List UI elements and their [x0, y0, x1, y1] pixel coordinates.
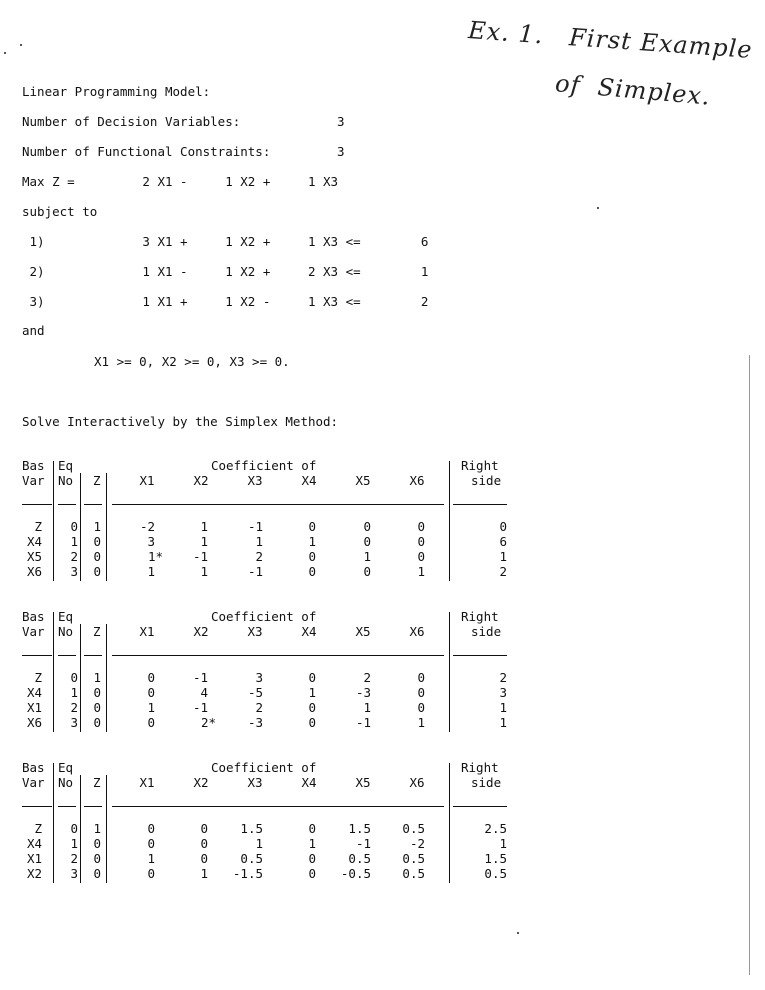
- coefficient-cell: 2: [255, 549, 263, 564]
- equation-number: 0: [70, 821, 78, 836]
- header-x6: X6: [409, 775, 425, 790]
- coefficient-cell: 0: [417, 685, 425, 700]
- coefficient-cell: 0: [147, 670, 155, 685]
- z-coefficient: 1: [93, 670, 101, 685]
- header-z: Z: [93, 473, 101, 488]
- right-side-value: 2: [499, 670, 507, 685]
- header-side: side: [471, 624, 502, 639]
- coefficient-cell: 1: [363, 549, 371, 564]
- coefficient-cell: -3: [247, 715, 263, 730]
- header-bas: Bas: [22, 458, 45, 473]
- header-coefficient: Coefficient of: [211, 458, 317, 473]
- coefficient-cell: 0: [200, 836, 208, 851]
- header-x3: X3: [247, 775, 263, 790]
- right-side-value: 1: [499, 836, 507, 851]
- equation-number: 2: [70, 549, 78, 564]
- header-underline: [58, 655, 76, 656]
- coefficient-cell: 0: [363, 564, 371, 579]
- right-side-value: 6: [499, 534, 507, 549]
- header-underline: [84, 806, 102, 807]
- header-underline: [453, 504, 507, 505]
- num-vars-value: 3: [337, 114, 345, 129]
- z-coefficient: 0: [93, 866, 101, 881]
- basic-variable: X4: [26, 836, 42, 851]
- pivot-cell: 1*: [147, 549, 163, 564]
- coefficient-cell: -1.5: [232, 866, 263, 881]
- equation-number: 0: [70, 670, 78, 685]
- header-underline: [22, 655, 52, 656]
- header-right: Right: [461, 458, 499, 473]
- handwritten-subtitle: of Simplex.: [554, 69, 712, 111]
- header-z: Z: [93, 624, 101, 639]
- header-coefficient: Coefficient of: [211, 609, 317, 624]
- basic-variable: X4: [26, 534, 42, 549]
- header-x3: X3: [247, 473, 263, 488]
- equation-number: 2: [70, 851, 78, 866]
- coefficient-cell: 3: [147, 534, 155, 549]
- header-x2: X2: [193, 624, 209, 639]
- basic-variable: X5: [26, 549, 42, 564]
- coefficient-cell: 1.5: [348, 821, 371, 836]
- coefficient-cell: 0.5: [402, 821, 425, 836]
- coefficient-cell: 1: [363, 700, 371, 715]
- right-side-value: 2.5: [484, 821, 507, 836]
- coefficient-cell: 1: [417, 564, 425, 579]
- coefficient-cell: 1: [147, 700, 155, 715]
- header-x4: X4: [301, 473, 317, 488]
- z-coefficient: 0: [93, 836, 101, 851]
- coefficient-cell: 1: [255, 534, 263, 549]
- header-underline: [58, 504, 76, 505]
- num-cons-value: 3: [337, 144, 345, 159]
- objective-function: Max Z = 2 X1 - 1 X2 + 1 X3: [22, 174, 339, 189]
- num-cons-label: Number of Functional Constraints:: [22, 144, 271, 159]
- equation-number: 1: [70, 836, 78, 851]
- coefficient-cell: -1: [355, 715, 371, 730]
- header-x1: X1: [139, 473, 155, 488]
- coefficient-cell: -2: [139, 519, 155, 534]
- header-bas: Bas: [22, 760, 45, 775]
- basic-variable: X6: [26, 564, 42, 579]
- coefficient-cell: 0.5: [402, 866, 425, 881]
- z-coefficient: 0: [93, 715, 101, 730]
- coefficient-cell: 0: [147, 715, 155, 730]
- coefficient-cell: -1: [247, 519, 263, 534]
- pivot-cell: 2*: [200, 715, 216, 730]
- coefficient-cell: 0: [417, 534, 425, 549]
- right-side-value: 1: [499, 549, 507, 564]
- header-eq: Eq: [58, 609, 74, 624]
- right-side-value: 1: [499, 715, 507, 730]
- scan-speck: [517, 932, 519, 934]
- equation-number: 2: [70, 700, 78, 715]
- header-x2: X2: [193, 473, 209, 488]
- nonnegativity: X1 >= 0, X2 >= 0, X3 >= 0.: [94, 354, 290, 369]
- coefficient-cell: 0: [147, 866, 155, 881]
- scan-speck: [597, 207, 599, 209]
- z-coefficient: 0: [93, 564, 101, 579]
- equation-number: 1: [70, 534, 78, 549]
- coefficient-cell: 0: [308, 700, 316, 715]
- header-underline: [22, 504, 52, 505]
- coefficient-cell: 0: [417, 700, 425, 715]
- header-right: Right: [461, 760, 499, 775]
- coefficient-cell: 0.5: [348, 851, 371, 866]
- header-no: No: [58, 624, 74, 639]
- header-x3: X3: [247, 624, 263, 639]
- coefficient-cell: 0: [417, 519, 425, 534]
- handwritten-title: Ex. 1. First Example: [467, 16, 754, 64]
- header-var: Var: [22, 624, 45, 639]
- coefficient-cell: 0: [308, 866, 316, 881]
- coefficient-cell: 1: [417, 715, 425, 730]
- coefficient-cell: -1: [355, 836, 371, 851]
- header-x1: X1: [139, 624, 155, 639]
- coefficient-cell: 0: [363, 519, 371, 534]
- constraint-1: 1) 3 X1 + 1 X2 + 1 X3 <= 6: [22, 234, 429, 249]
- basic-variable: X4: [26, 685, 42, 700]
- coefficient-cell: -0.5: [340, 866, 371, 881]
- model-title: Linear Programming Model:: [22, 84, 211, 99]
- coefficient-cell: 0: [308, 851, 316, 866]
- coefficient-cell: 4: [200, 685, 208, 700]
- header-eq: Eq: [58, 458, 74, 473]
- coefficient-cell: 0: [308, 715, 316, 730]
- header-x6: X6: [409, 624, 425, 639]
- z-coefficient: 0: [93, 549, 101, 564]
- z-coefficient: 0: [93, 851, 101, 866]
- coefficient-cell: 0: [147, 685, 155, 700]
- basic-variable: X1: [26, 851, 42, 866]
- header-underline: [84, 504, 102, 505]
- right-side-value: 0.5: [484, 866, 507, 881]
- constraint-3: 3) 1 X1 + 1 X2 - 1 X3 <= 2: [22, 294, 429, 309]
- equation-number: 3: [70, 564, 78, 579]
- scan-speck: [4, 52, 6, 54]
- right-side-value: 0: [499, 519, 507, 534]
- header-side: side: [471, 775, 502, 790]
- coefficient-cell: 0: [308, 821, 316, 836]
- header-x5: X5: [355, 775, 371, 790]
- header-underline: [58, 806, 76, 807]
- basic-variable: X6: [26, 715, 42, 730]
- header-x6: X6: [409, 473, 425, 488]
- header-no: No: [58, 473, 74, 488]
- coefficient-cell: -3: [355, 685, 371, 700]
- right-side-value: 1: [499, 700, 507, 715]
- coefficient-cell: 0: [308, 564, 316, 579]
- header-coefficient: Coefficient of: [211, 760, 317, 775]
- header-eq: Eq: [58, 760, 74, 775]
- equation-number: 1: [70, 685, 78, 700]
- coefficient-cell: -1: [192, 670, 208, 685]
- header-right: Right: [461, 609, 499, 624]
- header-underline: [112, 806, 444, 807]
- header-bas: Bas: [22, 609, 45, 624]
- coefficient-cell: -5: [247, 685, 263, 700]
- coefficient-cell: 2: [255, 700, 263, 715]
- coefficient-cell: 0: [147, 836, 155, 851]
- basic-variable: Z: [34, 670, 42, 685]
- coefficient-cell: 0.5: [240, 851, 263, 866]
- header-underline: [84, 655, 102, 656]
- coefficient-cell: 0: [147, 821, 155, 836]
- equation-number: 0: [70, 519, 78, 534]
- header-var: Var: [22, 473, 45, 488]
- coefficient-cell: 0: [363, 534, 371, 549]
- solve-title: Solve Interactively by the Simplex Method:: [22, 414, 339, 429]
- coefficient-cell: 1: [308, 836, 316, 851]
- header-z: Z: [93, 775, 101, 790]
- z-coefficient: 0: [93, 700, 101, 715]
- coefficient-cell: -2: [409, 836, 425, 851]
- header-x2: X2: [193, 775, 209, 790]
- equation-number: 3: [70, 715, 78, 730]
- header-underline: [22, 806, 52, 807]
- subject-to: subject to: [22, 204, 98, 219]
- z-coefficient: 0: [93, 685, 101, 700]
- coefficient-cell: 1: [147, 851, 155, 866]
- coefficient-cell: 0: [417, 549, 425, 564]
- header-underline: [112, 655, 444, 656]
- coefficient-cell: -1: [192, 549, 208, 564]
- z-coefficient: 0: [93, 534, 101, 549]
- z-coefficient: 1: [93, 821, 101, 836]
- equation-number: 3: [70, 866, 78, 881]
- coefficient-cell: 0: [200, 821, 208, 836]
- coefficient-cell: 0: [308, 549, 316, 564]
- header-no: No: [58, 775, 74, 790]
- basic-variable: X2: [26, 866, 42, 881]
- coefficient-cell: 3: [255, 670, 263, 685]
- basic-variable: Z: [34, 519, 42, 534]
- header-x4: X4: [301, 624, 317, 639]
- coefficient-cell: 1: [200, 519, 208, 534]
- basic-variable: Z: [34, 821, 42, 836]
- right-side-value: 3: [499, 685, 507, 700]
- and-label: and: [22, 323, 45, 338]
- header-x5: X5: [355, 624, 371, 639]
- coefficient-cell: 1: [308, 685, 316, 700]
- coefficient-cell: -1: [247, 564, 263, 579]
- basic-variable: X1: [26, 700, 42, 715]
- coefficient-cell: -1: [192, 700, 208, 715]
- coefficient-cell: 1: [200, 564, 208, 579]
- coefficient-cell: 1: [200, 534, 208, 549]
- coefficient-cell: 0: [308, 670, 316, 685]
- header-side: side: [471, 473, 502, 488]
- coefficient-cell: 0: [308, 519, 316, 534]
- coefficient-cell: 1.5: [240, 821, 263, 836]
- coefficient-cell: 1: [308, 534, 316, 549]
- coefficient-cell: 0: [200, 851, 208, 866]
- scan-speck: [20, 44, 22, 46]
- constraint-2: 2) 1 X1 - 1 X2 + 2 X3 <= 1: [22, 264, 429, 279]
- coefficient-cell: 2: [363, 670, 371, 685]
- coefficient-cell: 0: [417, 670, 425, 685]
- header-x1: X1: [139, 775, 155, 790]
- num-vars-label: Number of Decision Variables:: [22, 114, 241, 129]
- z-coefficient: 1: [93, 519, 101, 534]
- header-underline: [453, 806, 507, 807]
- header-x5: X5: [355, 473, 371, 488]
- header-underline: [453, 655, 507, 656]
- header-underline: [112, 504, 444, 505]
- coefficient-cell: 1: [200, 866, 208, 881]
- coefficient-cell: 1: [147, 564, 155, 579]
- header-x4: X4: [301, 775, 317, 790]
- coefficient-cell: 1: [255, 836, 263, 851]
- right-side-value: 1.5: [484, 851, 507, 866]
- header-var: Var: [22, 775, 45, 790]
- right-side-value: 2: [499, 564, 507, 579]
- scan-edge-line: [749, 355, 750, 975]
- coefficient-cell: 0.5: [402, 851, 425, 866]
